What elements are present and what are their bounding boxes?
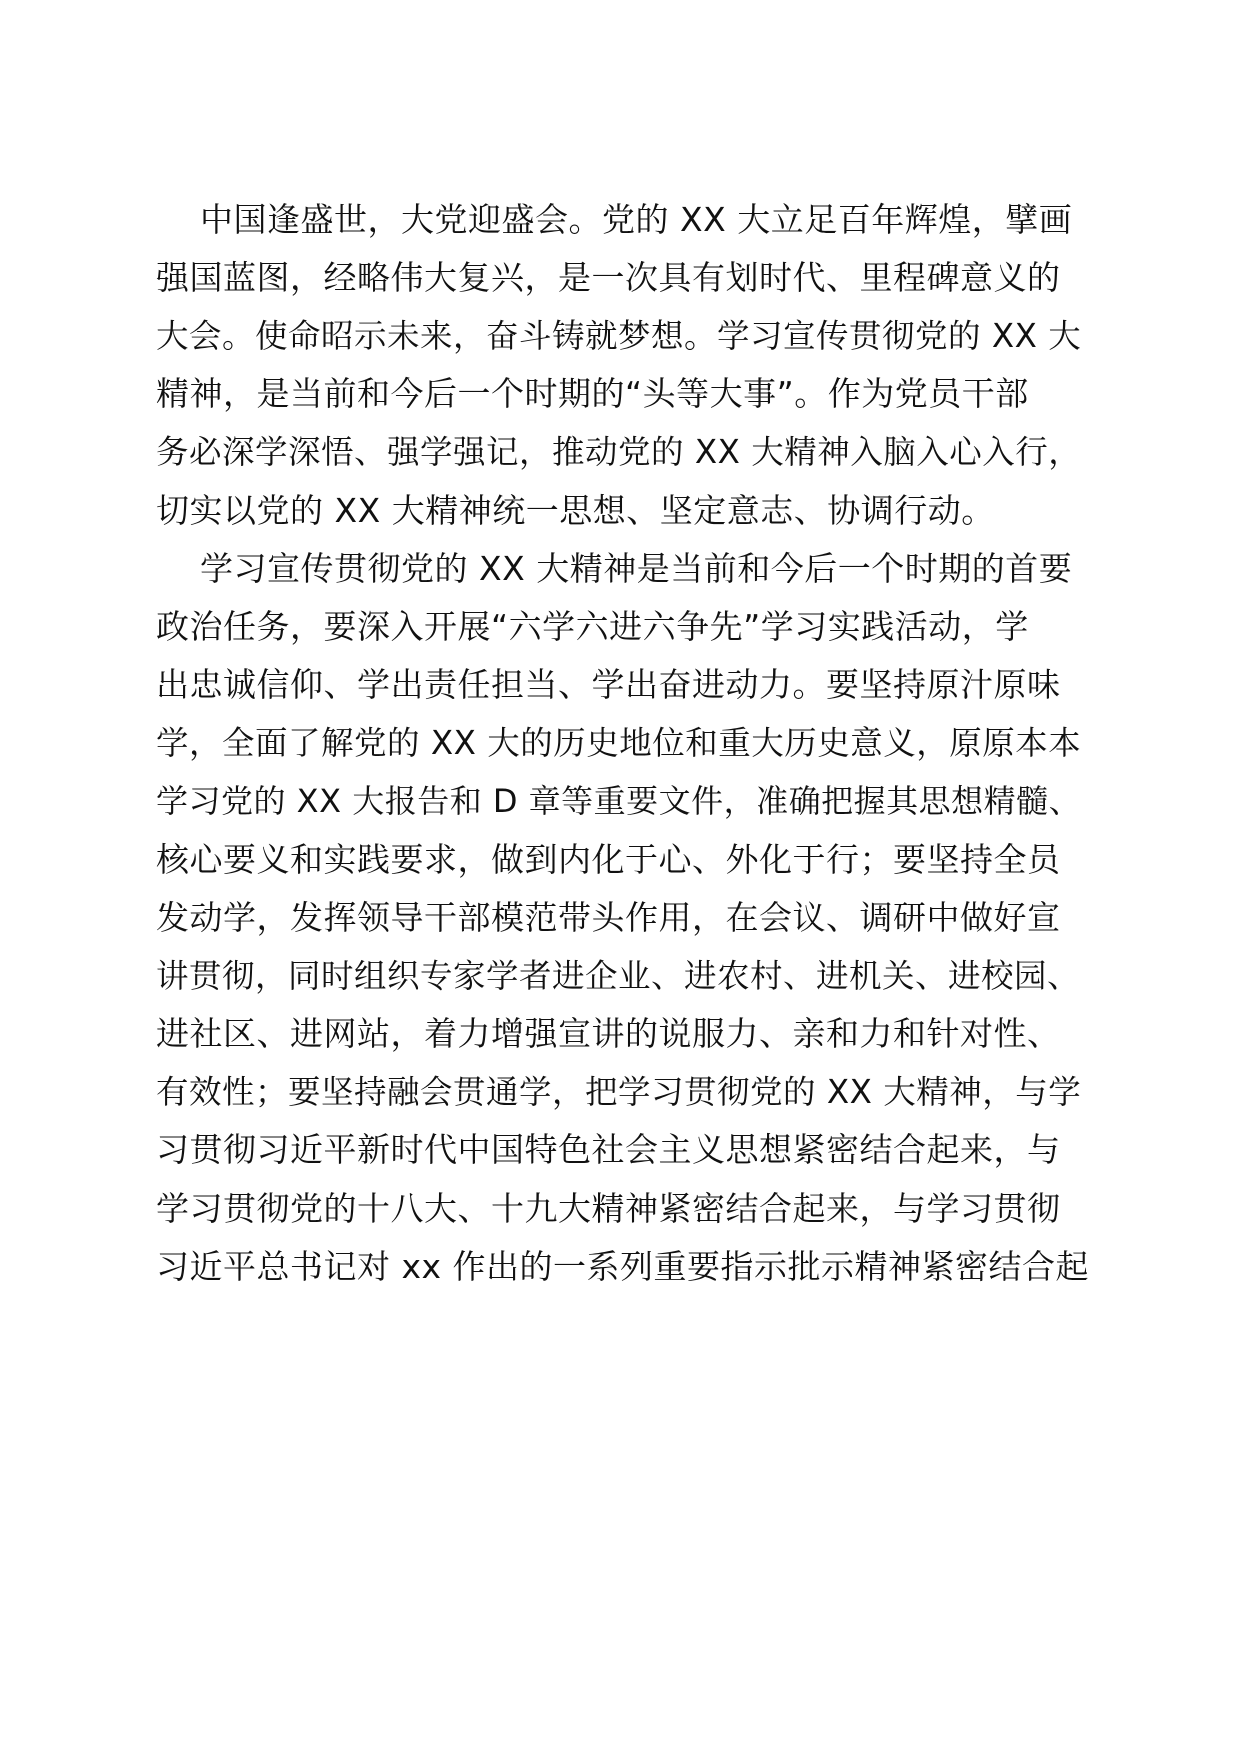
paragraph-1-line-4: 精神，是当前和今后一个时期的“头等大事”。作为党员干部 bbox=[156, 374, 1029, 413]
paragraph-2-line-4: 学，全面了解党的 XX 大的历史地位和重大历史意义，原原本本 bbox=[156, 724, 1082, 762]
paragraph-2-line-9: 进社区、进网站，着力增强宣讲的说服力、亲和力和针对性、 bbox=[156, 1014, 1061, 1053]
paragraph-2-line-13: 习近平总书记对 xx 作出的一系列重要指示批示精神紧密结合起 bbox=[156, 1247, 1090, 1286]
paragraph-1-line-1: 中国逢盛世，大党迎盛会。党的 XX 大立足百年辉煌，擘画 bbox=[200, 200, 1073, 239]
paragraph-2-line-11: 习贯彻习近平新时代中国特色社会主义思想紧密结合起来，与 bbox=[156, 1130, 1061, 1169]
paragraph-1-line-5: 务必深学深悟、强学强记，推动党的 XX 大精神入脑入心入行， bbox=[156, 433, 1082, 471]
paragraph-2-line-5: 学习党的 XX 大报告和 D 章等重要文件，准确把握其思想精髓、 bbox=[156, 782, 1082, 820]
paragraph-2-line-8: 讲贯彻，同时组织专家学者进企业、进农村、进机关、进校园、 bbox=[156, 957, 1081, 995]
paragraph-2-line-2: 政治任务，要深入开展“六学六进六争先”学习实践活动，学 bbox=[156, 607, 1029, 646]
paragraph-2-line-10: 有效性；要坚持融会贯通学，把学习贯彻党的 XX 大精神，与学 bbox=[156, 1073, 1082, 1111]
paragraph-2-line-3: 出忠诚信仰、学出责任担当、学出奋进动力。要坚持原汁原味 bbox=[156, 665, 1061, 704]
paragraph-2-line-7: 发动学，发挥领导干部模范带头作用，在会议、调研中做好宣 bbox=[156, 898, 1061, 937]
paragraph-1-line-3: 大会。使命昭示未来，奋斗铸就梦想。学习宣传贯彻党的 XX 大 bbox=[156, 317, 1082, 355]
paragraph-2-line-12: 学习贯彻党的十八大、十九大精神紧密结合起来，与学习贯彻 bbox=[156, 1189, 1061, 1228]
paragraph-1-line-6: 切实以党的 XX 大精神统一思想、坚定意志、协调行动。 bbox=[156, 491, 995, 530]
paragraph-1-line-2: 强国蓝图，经略伟大复兴，是一次具有划时代、里程碑意义的 bbox=[156, 258, 1061, 297]
paragraph-2-line-6: 核心要义和实践要求，做到内化于心、外化于行；要坚持全员 bbox=[156, 840, 1061, 879]
paragraph-2-line-1: 学习宣传贯彻党的 XX 大精神是当前和今后一个时期的首要 bbox=[200, 549, 1073, 588]
